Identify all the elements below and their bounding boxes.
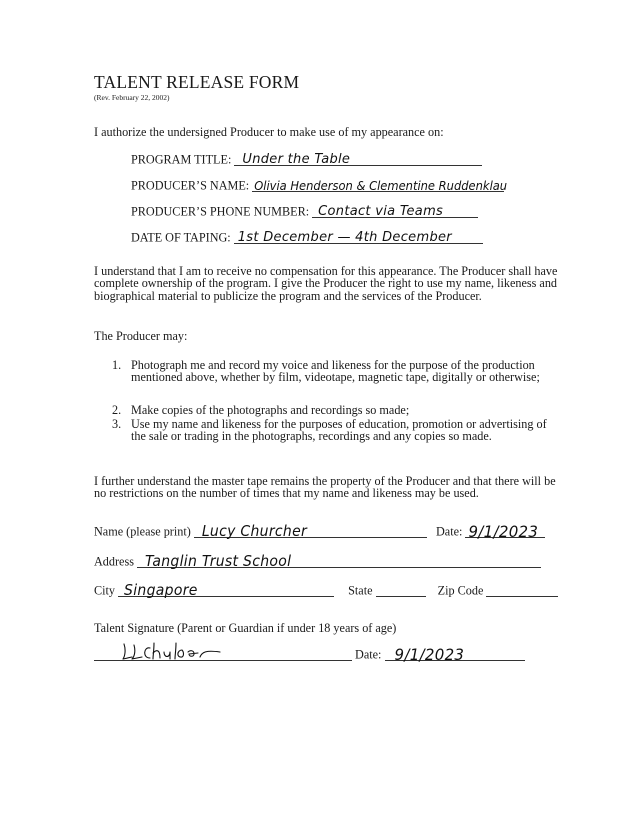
- signature-drawing: [120, 640, 230, 662]
- signature-row: [94, 645, 525, 665]
- revision-note: (Rev. February 22, 2002): [94, 93, 170, 102]
- signature-date-value: 9/1/2023: [394, 645, 465, 665]
- master-tape-paragraph: I further understand the master tape remains the property of the Producer and that there will be no restrictions on the number of times that my name and likeness may be used.: [94, 474, 556, 501]
- date-line[interactable]: [465, 522, 545, 542]
- producer-name-value: Olivia Henderson & Clementine Ruddenklau: [254, 178, 508, 193]
- date-label: Date:: [436, 524, 463, 539]
- address-row: [94, 553, 541, 568]
- address-value: Tanglin Trust School: [145, 553, 292, 570]
- program-title-line[interactable]: [234, 151, 482, 166]
- zip-label: Zip Code: [437, 583, 484, 598]
- date-value: 9/1/2023: [468, 522, 539, 542]
- permissions-list-item: [112, 359, 562, 384]
- producer-phone-value: Contact via Teams: [318, 203, 444, 219]
- list-text: Photograph me and record my voice and likeness for the purpose of the production mentioned above, whether by film, videotape, magnetic tape, digitally or otherwise;: [131, 358, 540, 385]
- name-line[interactable]: [194, 523, 427, 538]
- producer-phone-row: [131, 203, 478, 218]
- date-row: [436, 522, 545, 542]
- program-title-value: Under the Table: [242, 151, 351, 167]
- producer-phone-line[interactable]: [312, 203, 478, 218]
- city-value: Singapore: [124, 582, 198, 599]
- producer-name-label: PRODUCER’S NAME:: [131, 178, 250, 193]
- city-line[interactable]: [118, 582, 334, 597]
- list-text: Make copies of the photographs and recordings so made;: [131, 403, 410, 417]
- taping-date-value: 1st December — 4th December: [237, 229, 452, 245]
- taping-date-label: DATE OF TAPING:: [131, 230, 231, 245]
- city-row: [94, 582, 558, 597]
- producer-phone-label: PRODUCER’S PHONE NUMBER:: [131, 204, 310, 219]
- compensation-paragraph: I understand that I am to receive no compensation for this appearance. The Producer shall have complete ownership of the program. I give the Producer the right to use my name, likeness and biographical material to publicize the program and the services of the Producer.: [94, 264, 558, 303]
- name-label: Name (please print): [94, 524, 191, 539]
- taping-date-line[interactable]: [234, 229, 483, 244]
- signature-label: Talent Signature (Parent or Guardian if under 18 years of age): [94, 621, 397, 635]
- program-title-row: [131, 151, 482, 166]
- permissions-list-item: [112, 418, 562, 443]
- state-line[interactable]: [376, 582, 426, 597]
- producer-name-line[interactable]: [252, 177, 508, 193]
- taping-date-row: [131, 229, 483, 244]
- program-title-label: PROGRAM TITLE:: [131, 152, 232, 167]
- signature-date-line[interactable]: [385, 645, 525, 665]
- list-number: 3.: [112, 417, 122, 431]
- signature-line[interactable]: [94, 646, 352, 661]
- list-number: 2.: [112, 403, 122, 417]
- intro-text: I authorize the undersigned Producer to make use of my appearance on:: [94, 125, 444, 139]
- form-title: TALENT RELEASE FORM: [94, 72, 300, 92]
- name-value: Lucy Churcher: [201, 523, 308, 540]
- state-label: State: [348, 583, 373, 598]
- city-label: City: [94, 583, 115, 598]
- zip-line[interactable]: [486, 582, 558, 597]
- address-line[interactable]: [137, 553, 541, 568]
- list-number: 1.: [112, 358, 122, 372]
- signature-date-label: Date:: [355, 647, 382, 662]
- permissions-list-item: [112, 404, 562, 416]
- producer-may-heading: The Producer may:: [94, 329, 188, 343]
- list-text: Use my name and likeness for the purposes of education, promotion or advertising of the sale or trading in the photographs, recordings and any copies so made.: [131, 417, 547, 444]
- producer-name-row: [131, 177, 508, 193]
- address-label: Address: [94, 554, 134, 569]
- name-row: [94, 523, 427, 538]
